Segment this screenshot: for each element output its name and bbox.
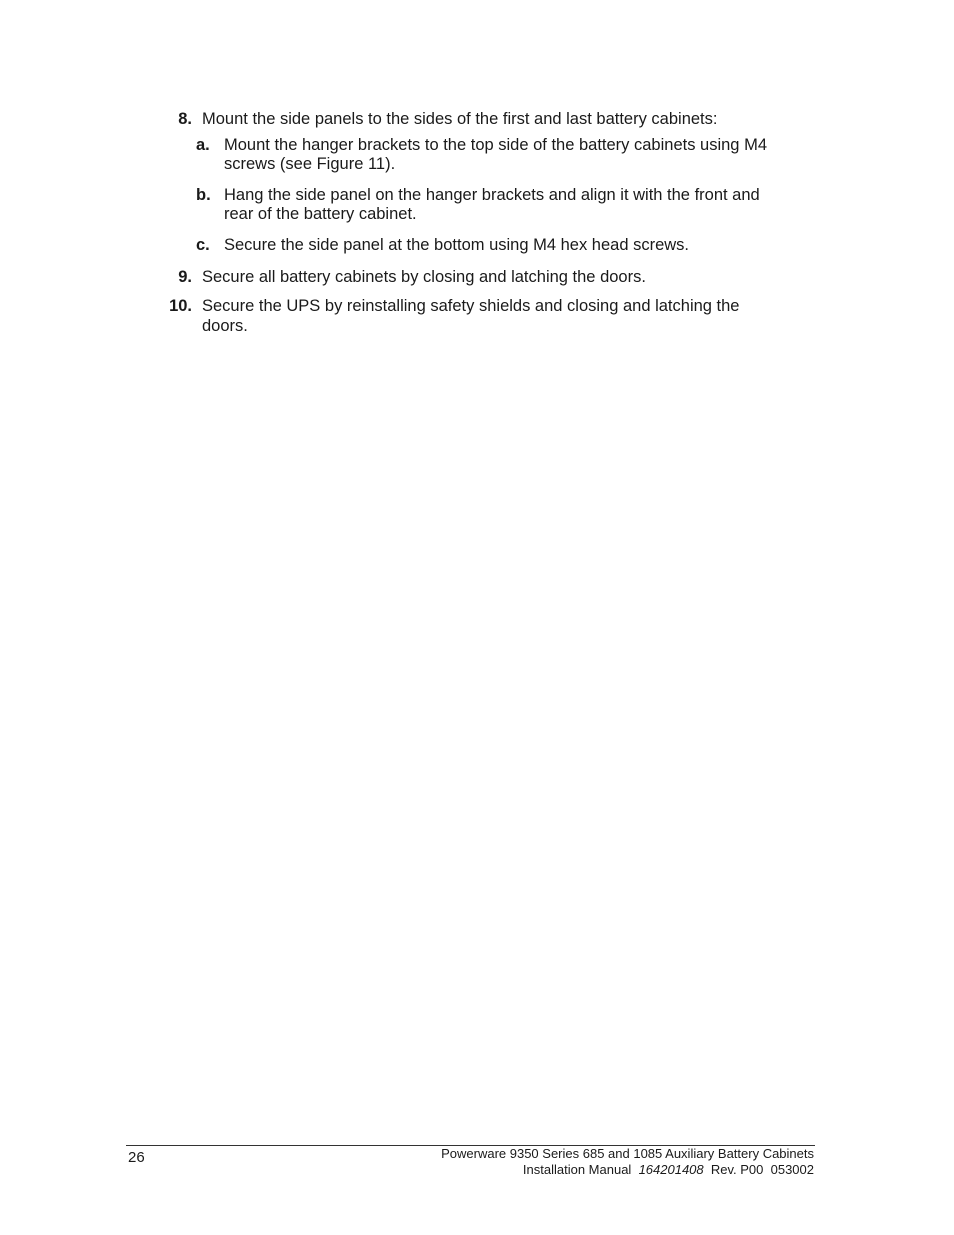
substep-text: Mount the hanger brackets to the top side of the battery cabinets using M4 screws (see Figure 11). xyxy=(224,136,767,173)
step-9 xyxy=(0,267,954,287)
step-10 xyxy=(0,296,954,336)
step-text: Secure the UPS by reinstalling safety shields and closing and latching the doors. xyxy=(202,297,740,335)
footer-revision: Rev. P00 053002 xyxy=(710,1162,814,1177)
step-8 xyxy=(0,109,954,255)
step-text: Secure all battery cabinets by closing and latching the doors. xyxy=(202,268,646,286)
substep-text: Secure the side panel at the bottom using M4 hex head screws. xyxy=(224,236,690,254)
footer-manual-line xyxy=(441,1162,814,1178)
substep-letter: b. xyxy=(196,186,211,204)
substep-b xyxy=(0,186,954,224)
page-number: 26 xyxy=(128,1149,145,1166)
substep-c xyxy=(0,236,954,255)
step-text: Mount the side panels to the sides of the first and last battery cabinets: xyxy=(202,110,718,128)
step-number: 9. xyxy=(178,268,192,286)
step-number: 8. xyxy=(178,110,192,128)
footer-manual-label: Installation Manual xyxy=(522,1162,632,1177)
substep-letter: c. xyxy=(196,236,210,254)
instruction-steps xyxy=(0,109,954,345)
footer-document-info xyxy=(441,1146,814,1178)
substep-list xyxy=(0,136,954,255)
footer-title: Powerware 9350 Series 685 and 1085 Auxiliary Battery Cabinets xyxy=(441,1146,814,1161)
substep-text: Hang the side panel on the hanger brackets and align it with the front and rear of the battery cabinet. xyxy=(224,186,760,223)
step-number: 10. xyxy=(169,297,192,315)
footer-part-number: 164201408 xyxy=(638,1162,704,1177)
substep-letter: a. xyxy=(196,136,210,154)
substep-a xyxy=(0,136,954,174)
